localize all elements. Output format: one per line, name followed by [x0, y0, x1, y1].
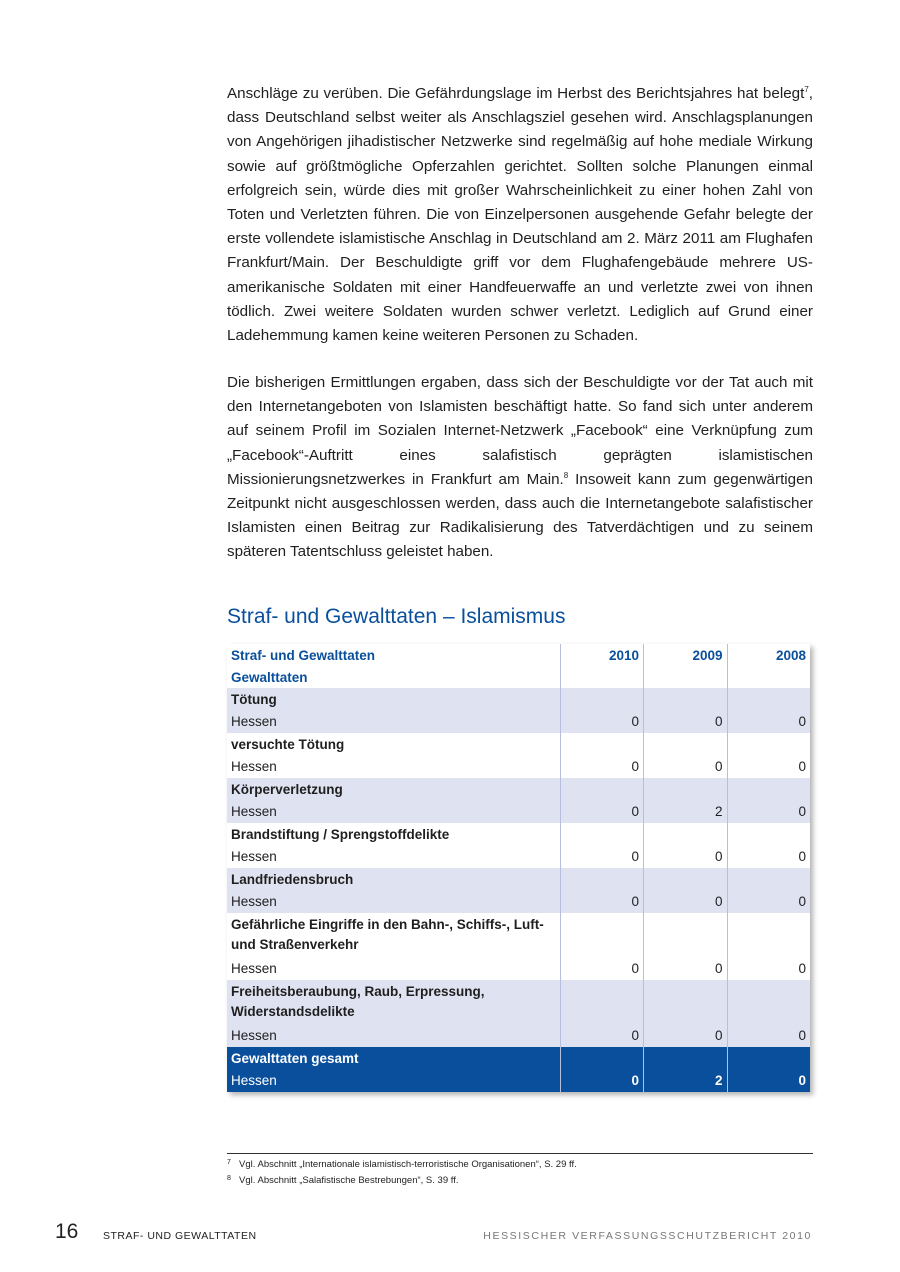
paragraph-text: Insoweit kann zum gegenwärtigen Zeitpunkt nicht ausgeschlossen werden, dass auch die Internetangebote salafistischer Islamisten einen Beitrag zur Radikalisierung des Tatverdächtigen und zu seinem späteren Tatentschluss geleistet haben. [227, 470, 813, 561]
total-row [227, 1069, 810, 1092]
value-2009: 0 [644, 890, 727, 913]
body-paragraph-2 [227, 371, 813, 565]
table-header-row [227, 644, 810, 666]
region-label: Hessen [227, 755, 560, 778]
footnote-mark: 7 [227, 1159, 231, 1166]
category-label: Brandstiftung / Sprengstoffdelikte [227, 823, 560, 845]
region-label: Hessen [227, 957, 560, 980]
category-row [227, 733, 810, 755]
total-value-2009: 2 [644, 1069, 727, 1092]
value-2009: 0 [644, 755, 727, 778]
category-row [227, 868, 810, 890]
value-2009: 0 [644, 957, 727, 980]
region-label: Hessen [227, 890, 560, 913]
table-row [227, 1024, 810, 1047]
footnote-text: Vgl. Abschnitt „Internationale islamistisch-terroristische Organisationen“, S. 29 ff. [239, 1159, 577, 1170]
value-2008: 0 [727, 890, 810, 913]
value-2010: 0 [560, 800, 643, 823]
value-2009: 0 [644, 845, 727, 868]
table-title: Straf- und Gewalttaten – Islamismus [227, 605, 566, 628]
paragraph-text: Anschläge zu verüben. Die Gefährdungslage im Herbst des Berichtsjahres hat belegt [227, 85, 805, 102]
year-2010-header: 2010 [560, 644, 643, 666]
total-value-2008: 0 [727, 1069, 810, 1092]
total-value-2010: 0 [560, 1069, 643, 1092]
category-label: Tötung [227, 688, 560, 710]
table-row [227, 800, 810, 823]
footnote-text: Vgl. Abschnitt „Salafistische Bestrebungen“, S. 39 ff. [239, 1175, 459, 1186]
value-2009: 0 [644, 710, 727, 733]
category-label: Freiheitsberaubung, Raub, Erpressung, Widerstandsdelikte [227, 980, 560, 1024]
category-label: Gefährliche Eingriffe in den Bahn-, Schiffs-, Luft- und Straßenverkehr [227, 913, 560, 957]
value-2010: 0 [560, 845, 643, 868]
value-2008: 0 [727, 1024, 810, 1047]
category-row [227, 913, 810, 957]
total-label: Gewalttaten gesamt [227, 1047, 560, 1069]
value-2010: 0 [560, 957, 643, 980]
value-2008: 0 [727, 845, 810, 868]
table-subheader-row [227, 666, 810, 688]
category-label: versuchte Tötung [227, 733, 560, 755]
header-label: Straf- und Gewalttaten [227, 644, 560, 666]
category-row [227, 778, 810, 800]
value-2009: 2 [644, 800, 727, 823]
footnote-7 [227, 1159, 577, 1170]
page-number: 16 [55, 1220, 79, 1243]
year-2009-header: 2009 [644, 644, 727, 666]
region-label: Hessen [227, 1024, 560, 1047]
table-row [227, 755, 810, 778]
paragraph-text: Die bisherigen Ermittlungen ergaben, dass sich der Beschuldigte vor der Tat auch mit den Internetangeboten von Islamisten beschäftigt hatte. So fand sich unter anderem auf seinem Profil im Sozialen Internet-Netzwerk „Facebook“ eine Verknüpfung zum „Facebook“-Auftritt eines salafistisch geprägten islamistischen Missionierungsnetzwerkes in Frankfurt am Main. [227, 374, 813, 488]
table-row [227, 957, 810, 980]
value-2010: 0 [560, 755, 643, 778]
table-row [227, 710, 810, 733]
region-label: Hessen [227, 710, 560, 733]
category-label: Landfriedensbruch [227, 868, 560, 890]
footnote-8 [227, 1175, 459, 1186]
value-2008: 0 [727, 957, 810, 980]
report-title: HESSISCHER VERFASSUNGSSCHUTZBERICHT 2010 [483, 1230, 812, 1242]
year-2008-header: 2008 [727, 644, 810, 666]
value-2009: 0 [644, 1024, 727, 1047]
crime-statistics-table [227, 644, 810, 1092]
subheader-label: Gewalttaten [227, 666, 560, 688]
region-label: Hessen [227, 800, 560, 823]
category-row [227, 688, 810, 710]
section-label: STRAF- UND GEWALTTATEN [103, 1230, 257, 1242]
category-label: Körperverletzung [227, 778, 560, 800]
region-label: Hessen [227, 1069, 560, 1092]
value-2008: 0 [727, 755, 810, 778]
table-row [227, 845, 810, 868]
footnote-ref-8[interactable]: 8 [563, 470, 569, 480]
category-row [227, 980, 810, 1024]
value-2008: 0 [727, 710, 810, 733]
value-2010: 0 [560, 1024, 643, 1047]
value-2010: 0 [560, 710, 643, 733]
total-category-row [227, 1047, 810, 1069]
footnote-divider [227, 1153, 813, 1154]
value-2010: 0 [560, 890, 643, 913]
category-row [227, 823, 810, 845]
table-row [227, 890, 810, 913]
region-label: Hessen [227, 845, 560, 868]
footnote-mark: 8 [227, 1175, 231, 1182]
body-paragraph-1 [227, 82, 813, 348]
value-2008: 0 [727, 800, 810, 823]
paragraph-text: , dass Deutschland selbst weiter als Anschlagsziel gesehen wird. Anschlagsplanungen von Angehörigen jihadistischer Netzwerke sind regelmäßig auf hohe mediale Wirkung sowie auf größtmögliche Opferzahlen gerichtet. Sollten solche Planungen einmal erfolgreich sein, würde dies mit großer Wahrscheinlichkeit zu einer hohen Zahl von Toten und Verletzten führen. Die von Einzelpersonen ausgehende Gefahr belegte der erste vollendete islamistische Anschlag in Deutschland am 2. März 2011 am Flughafen Frankfurt/Main. Der Beschuldigte griff vor dem Flughafengebäude mehrere US-amerikanische Soldaten mit einer Handfeuerwaffe an und verletzte zwei von ihnen tödlich. Zwei weitere Soldaten wurden schwer verletzt. Lediglich auf Grund einer Ladehemmung kamen keine weiteren Personen zu Schaden. [227, 85, 813, 345]
footnote-ref-7[interactable]: 7 [804, 84, 809, 94]
